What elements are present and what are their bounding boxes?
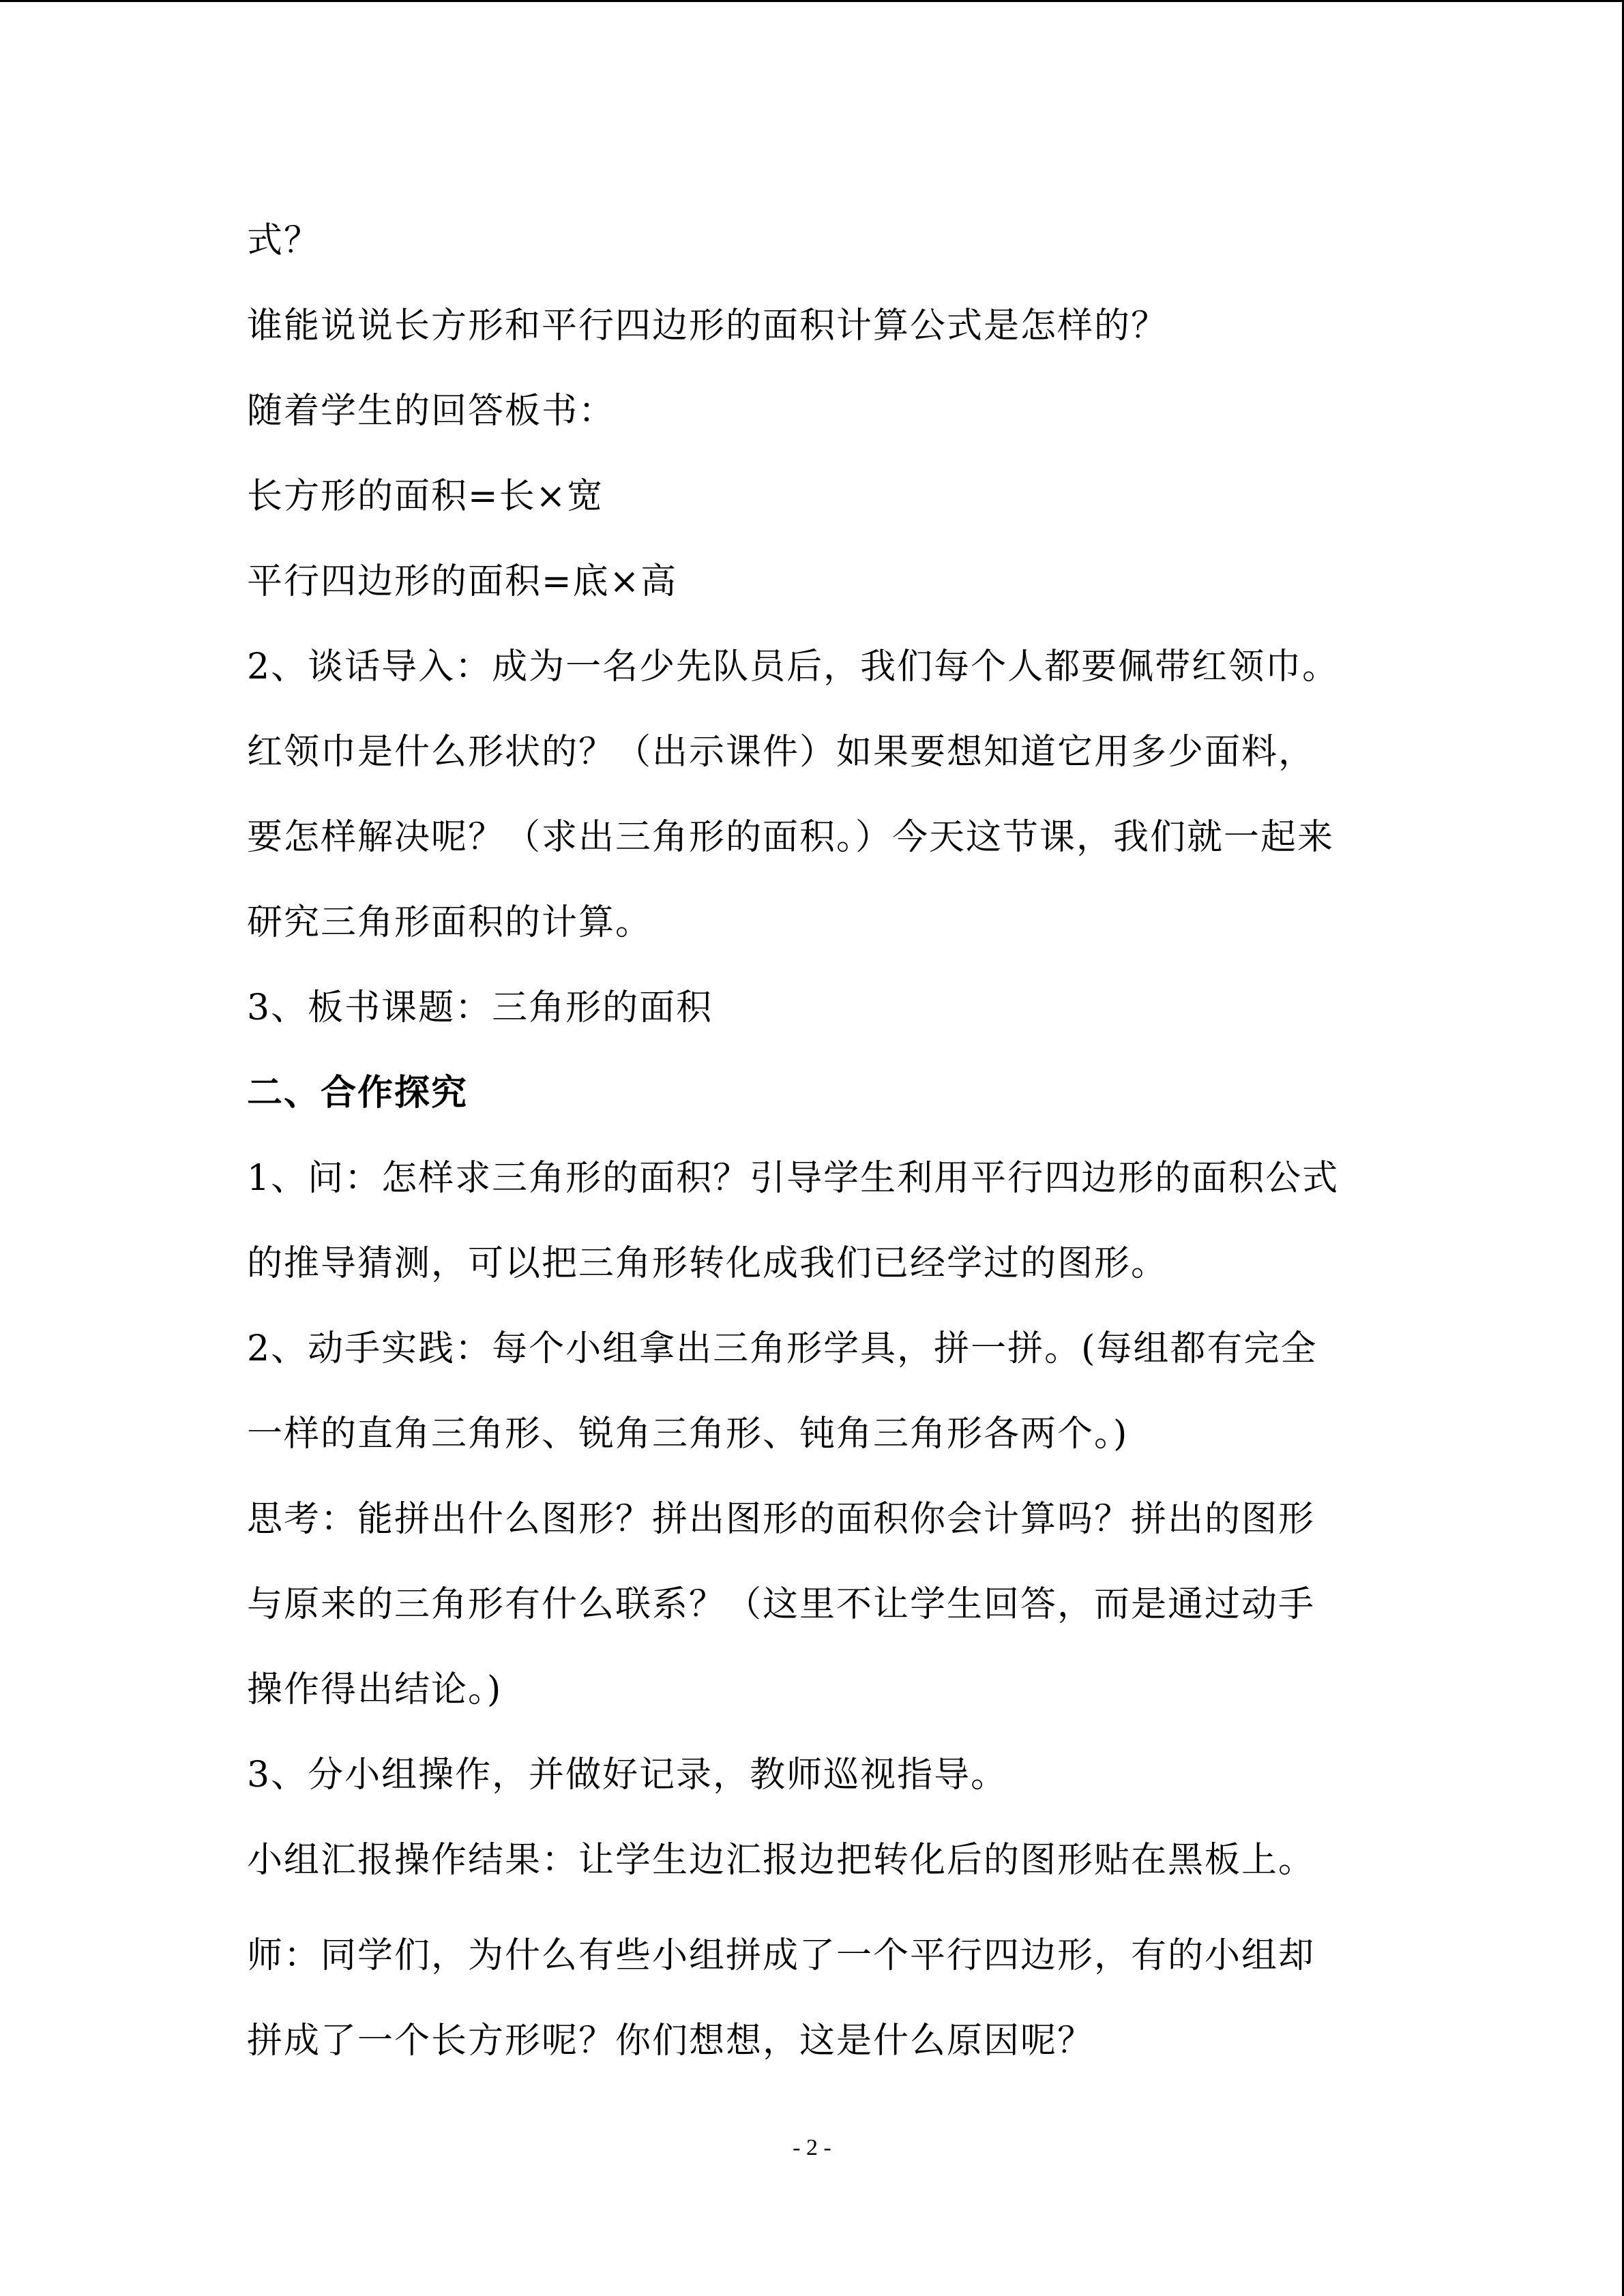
text-line: 思考：能拼出什么图形？拼出图形的面积你会计算吗？拼出的图形 <box>247 1499 1316 1540</box>
text-line: 2、谈话导入：成为一名少先队员后，我们每个人都要佩带红领巾。 <box>247 646 1340 687</box>
text-line: 平行四边形的面积=底×高 <box>247 561 678 602</box>
text-line: 一样的直角三角形、锐角三角形、钝角三角形各两个。) <box>247 1414 1129 1455</box>
text-line: 要怎样解决呢？（求出三角形的面积。）今天这节课，我们就一起来 <box>247 817 1335 858</box>
text-line: 谁能说说长方形和平行四边形的面积计算公式是怎样的？ <box>247 305 1168 346</box>
text-line: 式？ <box>247 220 321 261</box>
text-line: 师：同学们，为什么有些小组拼成了一个平行四边形，有的小组却 <box>247 1935 1316 1976</box>
text-line: 随着学生的回答板书： <box>247 391 616 432</box>
text-line: 红领巾是什么形状的？（出示课件）如果要想知道它用多少面料， <box>247 732 1316 773</box>
text-line: 的推导猜测，可以把三角形转化成我们已经学过的图形。 <box>247 1243 1168 1284</box>
text-line: 操作得出结论。) <box>247 1669 503 1710</box>
text-line: 3、分小组操作，并做好记录，教师巡视指导。 <box>247 1755 1008 1795</box>
text-line: 拼成了一个长方形呢？你们想想，这是什么原因呢？ <box>247 2021 1095 2061</box>
page-number: - 2 - <box>793 2135 831 2160</box>
page-border-top <box>0 0 1624 2</box>
text-line: 小组汇报操作结果：让学生边汇报边把转化后的图形贴在黑板上。 <box>247 1840 1316 1881</box>
text-line: 3、板书课题：三角形的面积 <box>247 987 713 1028</box>
text-line: 研究三角形面积的计算。 <box>247 902 653 943</box>
text-line: 长方形的面积=长×宽 <box>247 476 604 517</box>
text-line: 2、动手实践：每个小组拿出三角形学具，拼一拼。(每组都有完全 <box>247 1328 1318 1369</box>
text-line: 与原来的三角形有什么联系？（这里不让学生回答，而是通过动手 <box>247 1584 1316 1625</box>
text-line: 1、问：怎样求三角形的面积？引导学生利用平行四边形的面积公式 <box>247 1158 1340 1199</box>
section-heading: 二、合作探究 <box>247 1072 469 1114</box>
